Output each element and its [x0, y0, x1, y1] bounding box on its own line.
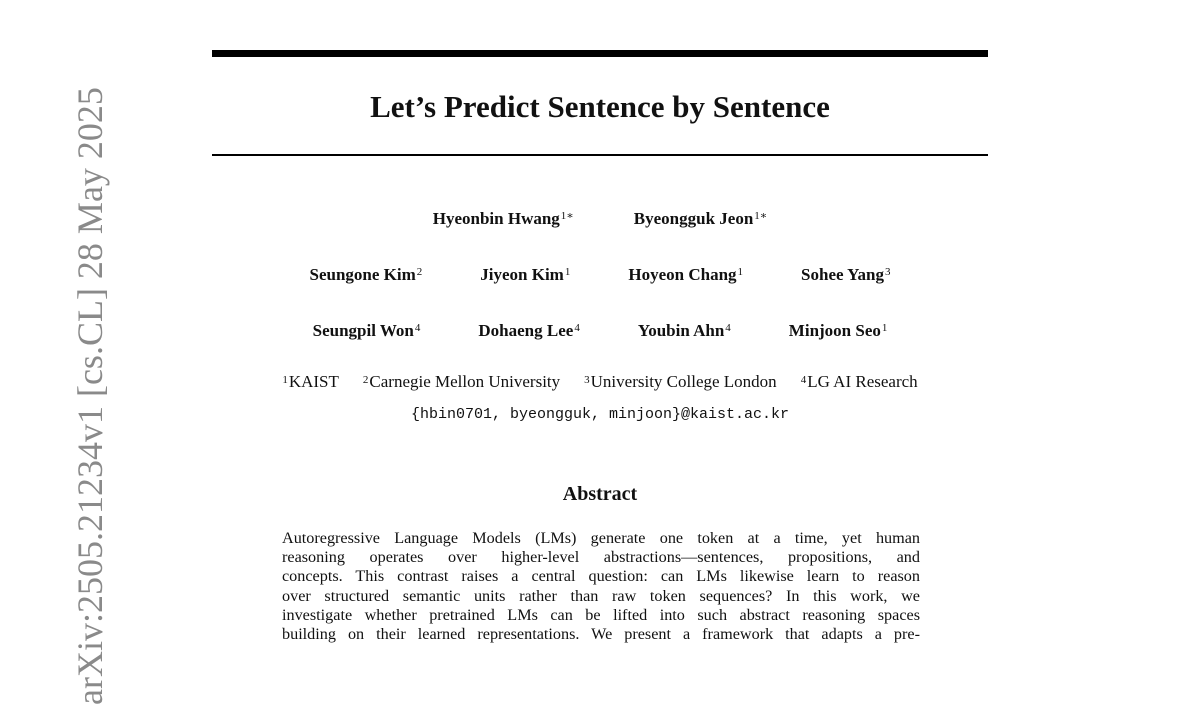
author: Dohaeng Lee$^4$: [478, 321, 580, 340]
affiliation: $^3$University College London: [584, 372, 777, 391]
affiliation: $^1$KAIST: [282, 372, 339, 391]
author-row-1: [212, 208, 988, 230]
abstract-line: reasoning operates over higher-level abstractions—sentences, propositions, and: [282, 548, 920, 567]
author: Hoyeon Chang$^1$: [628, 265, 744, 284]
abstract-line: investigate whether pretrained LMs can be lifted into such abstract reasoning spaces: [282, 605, 920, 624]
affiliation: $^4$LG AI Research: [800, 372, 918, 391]
author: Minjoon Seo$^1$: [788, 321, 888, 340]
author: Jiyeon Kim$^1$: [480, 265, 571, 284]
affiliations: [212, 371, 988, 393]
author: Hyeonbin Hwang$^{1∗}$: [432, 209, 574, 228]
author: Youbin Ahn$^4$: [637, 321, 731, 340]
title-bottom-rule: [212, 154, 988, 156]
author: Seungpil Won$^4$: [312, 321, 421, 340]
arxiv-stamp: arXiv:2505.21234v1 [cs.CL] 28 May 2025: [70, 87, 110, 705]
author: Byeongguk Jeon$^{1∗}$: [633, 209, 768, 228]
author-emails: {hbin0701, byeongguk, minjoon}@kaist.ac.kr: [410, 406, 790, 423]
author: Sohee Yang$^3$: [801, 265, 891, 284]
abstract-line: over structured semantic units rather than raw token sequences? In this work, we: [282, 586, 920, 605]
author-row-2: [212, 264, 988, 286]
abstract-line: concepts. This contrast raises a central question: can LMs likewise learn to reason: [282, 567, 920, 586]
abstract-heading: Abstract: [562, 483, 638, 505]
author: Seungone Kim$^2$: [309, 265, 423, 284]
abstract-line: building on their learned representations. We present a framework that adapts a pre-: [282, 625, 920, 644]
paper-title: Let’s Predict Sentence by Sentence: [370, 89, 830, 124]
title-top-rule: [212, 50, 988, 57]
abstract-body: [282, 529, 920, 644]
author-row-3: [212, 320, 988, 342]
abstract-line: Autoregressive Language Models (LMs) generate one token at a time, yet human: [282, 529, 920, 547]
affiliation: $^2$Carnegie Mellon University: [362, 372, 561, 391]
